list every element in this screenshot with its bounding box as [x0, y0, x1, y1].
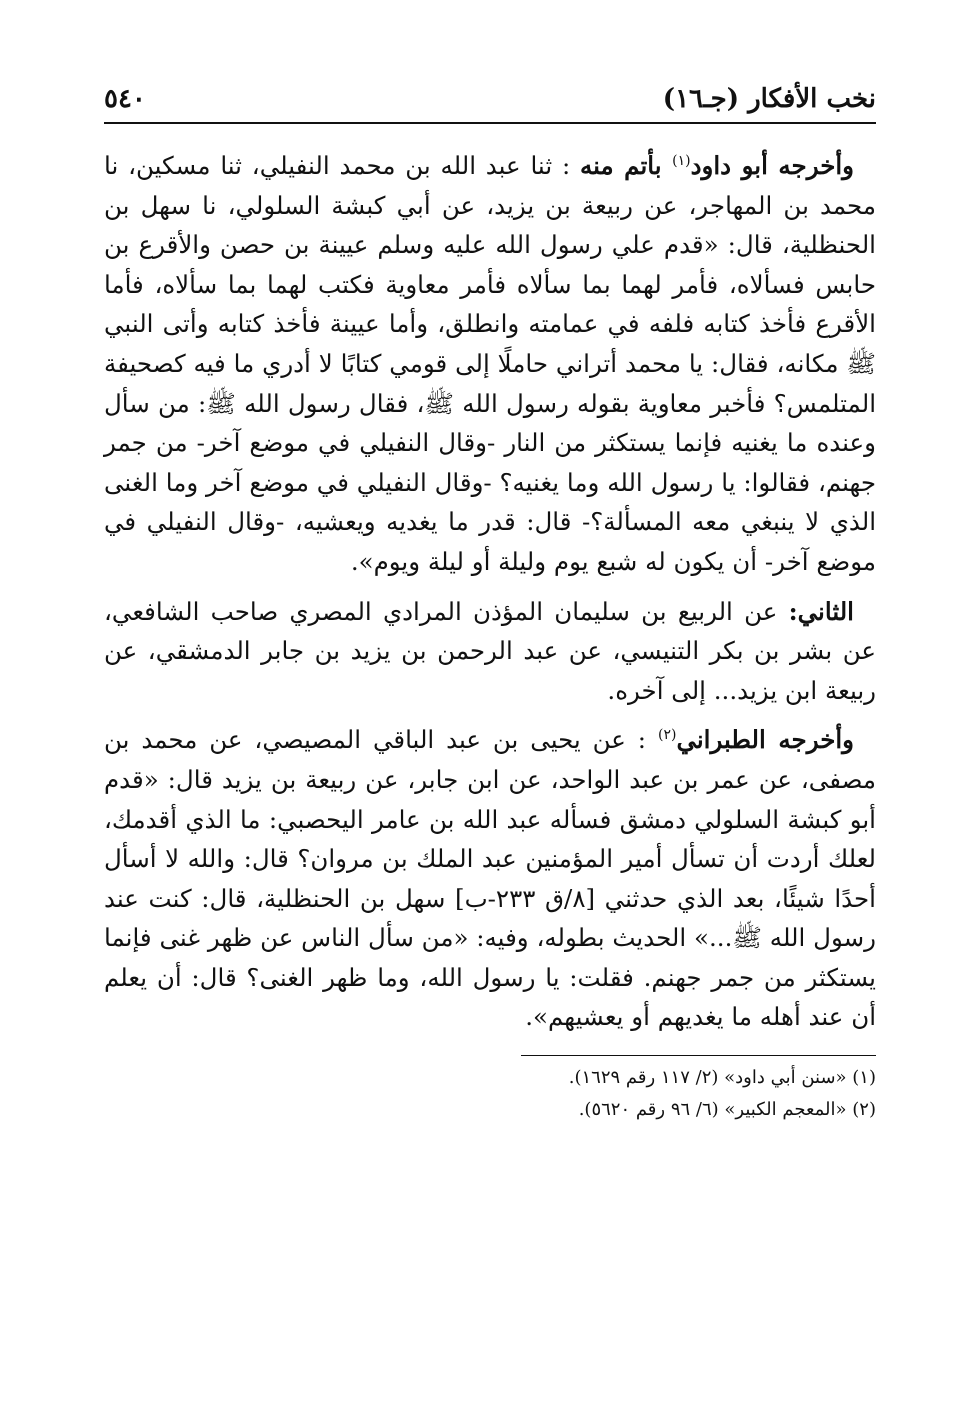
footnote-ref: (١)	[672, 152, 691, 169]
page-number: ٥٤٠	[104, 84, 146, 114]
paragraph-text: عن الربيع بن سليمان المؤذن المرادي المصري صاحب الشافعي، عن بشر بن بكر التنيسي، عن عبد الرحمن بن يزيد بن جابر الدمشقي، عن ربيعة ابن يزيد... إلى آخره.	[104, 596, 876, 705]
paragraph-tabarani	[104, 720, 876, 1037]
paragraph-second-chain	[104, 592, 876, 711]
paragraph-lead: وأخرجه الطبراني	[676, 725, 854, 755]
book-title: نخب الأفكار (جـ١٦)	[662, 84, 876, 114]
paragraph-abu-dawud	[104, 146, 876, 582]
footnote-2: (٢) «المعجم الكبير» (٦/ ٩٦ رقم ٥٦٢٠).	[578, 1099, 876, 1121]
paragraph-text: : عن يحيى بن عبد الباقي المصيصي، عن محمد بن مصفى، عن عمر بن عبد الواحد، عن ابن جابر، عن ربيعة بن يزيد قال: «قدم أبو كبشة السلولي دمشق فسأله عبد الله بن عامر اليحصبي: ما الذي أقدمك، لعلك أردت أن تسأل أمير المؤمنين عبد الملك بن مروان؟ قال: والله لا أسأل أحدًا شيئًا، بعد الذي حدثني [٨/ق ٢٣٣-ب] سهل بن الحنظلية، قال: كنت عند رسول الله ﷺ...» الحديث بطوله، وفيه: «من سأل الناس عن ظهر غنى فإنما يستكثر من جمر جهنم. فقلت: يا رسول الله، وما ظهر الغنى؟ قال: أن يعلم أن عند أهله ما يغديهم أو يعشيهم».	[104, 725, 876, 1032]
footnote-ref: (٢)	[657, 727, 677, 744]
footnotes	[104, 1062, 876, 1126]
paragraph-lead-continued: بأتم منه	[580, 151, 673, 180]
paragraph-text: : ثنا عبد الله بن محمد النفيلي، ثنا مسكين، نا محمد بن المهاجر، عن ربيعة بن يزيد، عن أبي كبشة السلولي، نا سهل بن الحنظلية، قال: «قدم علي رسول الله عليه وسلم عيينة بن حصن والأقرع بن حابس فسألاه، فأمر لهما بما سألاه فأمر معاوية فكتب لهما بما سألاه، فأما الأقرع فأخذ كتابه فلفه في عمامته وانطلق، وأما عيينة فأخذ كتابه وأتى النبي ﷺ مكانه، فقال: يا محمد أتراني حاملًا إلى قومي كتابًا لا أدري ما فيه كصحيفة المتلمس؟ فأخبر معاوية بقوله رسول الله ﷺ، فقال رسول الله ﷺ: من سأل وعنده ما يغنيه فإنما يستكثر من النار -وقال النفيلي في موضع آخر- من جمر جهنم، فقالوا: يا رسول الله وما يغنيه؟ -وقال النفيلي في موضع آخر وما الغنى الذي لا ينبغي معه المسألة؟- قال: قدر ما يغديه ويعشيه، -وقال النفيلي في موضع آخر- أن يكون له شبع يوم وليلة أو ليلة ويوم».	[104, 151, 876, 576]
header-rule	[104, 122, 876, 124]
footnote-1: (١) «سنن أبي داود» (٢/ ١١٧ رقم ١٦٢٩).	[568, 1067, 876, 1089]
footnote-separator	[521, 1055, 876, 1056]
main-text	[104, 146, 876, 1037]
running-header	[104, 62, 876, 112]
paragraph-lead: وأخرجه أبو داود	[690, 151, 854, 180]
paragraph-lead: الثاني:	[788, 596, 854, 626]
